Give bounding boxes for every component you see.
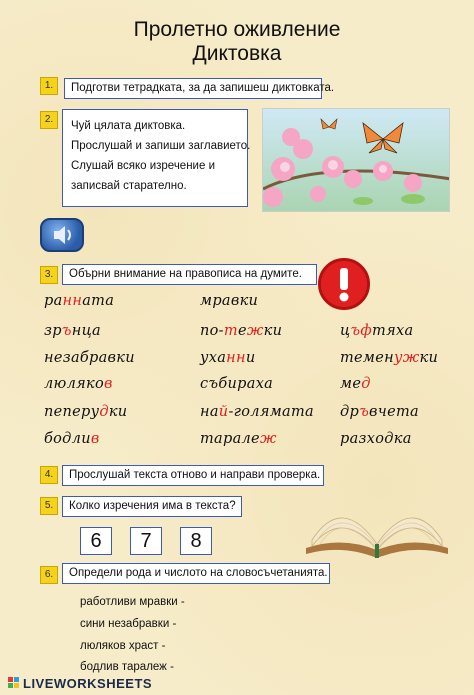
phrase-item: люляков храст - (80, 640, 166, 652)
highlighted-letters: ж (402, 350, 420, 366)
word-part: ме (340, 376, 362, 392)
spelling-word (44, 323, 101, 339)
phrase-item: бодлив таралеж - (80, 661, 174, 673)
word-part: ки (108, 404, 128, 420)
spelling-word (44, 404, 127, 420)
spelling-word (340, 350, 438, 366)
spelling-word (44, 350, 135, 366)
task-number-6: 6. (40, 566, 58, 584)
word-part: ра (44, 293, 63, 309)
word-part: пеперу (44, 404, 100, 420)
spelling-word (200, 431, 277, 447)
page-title: Пролетно оживление (133, 18, 341, 41)
word-part: ки (419, 350, 439, 366)
spelling-word (44, 376, 113, 392)
task-6-instruction: Определи рода и числото на словосъчетанията. (62, 563, 330, 584)
word-part: незабравки (44, 350, 135, 366)
highlighted-letters: ъ (61, 323, 72, 339)
liveworksheets-footer[interactable] (8, 676, 152, 691)
word-part: темен (340, 350, 394, 366)
task-3-instruction: Обърни внимание на правописа на думите. (62, 264, 317, 285)
word-part: зр (44, 323, 62, 339)
word-part: вчета (369, 404, 419, 420)
word-part: ц (340, 323, 351, 339)
word-part: тарале (200, 431, 260, 447)
task-5-instruction: Колко изречения има в текста? (62, 496, 242, 517)
word-part: нца (71, 323, 101, 339)
word-part: ата (82, 293, 115, 309)
word-part: бодли (44, 431, 91, 447)
task-number-5: 5. (40, 497, 58, 515)
highlighted-letters: в (104, 376, 113, 392)
highlighted-letters: нн (226, 350, 246, 366)
exclamation-icon (318, 258, 370, 310)
open-book-icon (302, 488, 452, 560)
speaker-icon (42, 220, 82, 250)
spelling-word (340, 323, 413, 339)
task-4-instruction: Прослушай текста отново и направи проверка. (62, 465, 324, 486)
word-part: тяха (372, 323, 414, 339)
word-part: ки (263, 323, 283, 339)
highlighted-letters: й (218, 404, 229, 420)
answer-option-6[interactable]: 6 (80, 527, 112, 555)
spelling-word (44, 431, 100, 447)
highlighted-letters: ф (360, 323, 373, 339)
task-2-line: записвай старателно. (71, 180, 187, 192)
highlighted-letters: в (90, 431, 100, 447)
word-part: мравки (200, 293, 259, 309)
task-2-line: Прослушай и запиши заглавието. (71, 140, 251, 152)
spelling-word (200, 323, 282, 339)
footer-brand: LIVEWORKSHEETS (23, 676, 153, 691)
word-part: люляко (44, 376, 105, 392)
spelling-word (340, 431, 412, 447)
word-part: и (245, 350, 256, 366)
word-part: уха (200, 350, 227, 366)
word-part: по- (200, 323, 224, 339)
spelling-word (200, 350, 255, 366)
task-number-3: 3. (40, 266, 58, 284)
word-part: събираха (200, 376, 274, 392)
speaker-button[interactable] (40, 218, 84, 252)
highlighted-letters: ъ (359, 404, 370, 420)
task-2-line: Слушай всяко изречение и (71, 160, 215, 172)
spelling-word (44, 293, 114, 309)
highlighted-letters: д (361, 376, 371, 392)
spelling-word (200, 404, 314, 420)
task-number-1: 1. (40, 77, 58, 95)
word-part: е (237, 323, 247, 339)
highlighted-letters: ъ (350, 323, 361, 339)
phrase-item: сини незабравки - (80, 618, 177, 630)
spelling-word (340, 376, 371, 392)
liveworksheets-logo (8, 677, 20, 689)
flowers-butterfly-image (262, 108, 450, 212)
highlighted-letters: ж (259, 431, 277, 447)
page-subtitle: Диктовка (192, 42, 282, 65)
word-part: др (340, 404, 360, 420)
highlighted-letters: д (99, 404, 109, 420)
word-part: на (200, 404, 219, 420)
task-2-line: Чуй цялата диктовка. (71, 120, 186, 132)
highlighted-letters: ж (246, 323, 264, 339)
spelling-word (200, 376, 273, 392)
task-number-4: 4. (40, 466, 58, 484)
highlighted-letters: т (223, 323, 238, 339)
task-number-2: 2. (40, 111, 58, 129)
task-1-instruction: Подготви тетрадката, за да запишеш диктовката. (64, 78, 322, 99)
word-part: -голямата (228, 404, 314, 420)
highlighted-letters: нн (62, 293, 83, 309)
answer-option-7[interactable]: 7 (130, 527, 162, 555)
highlighted-letters: у (394, 350, 403, 366)
word-part: разходка (340, 431, 412, 447)
spelling-word (340, 404, 419, 420)
answer-option-8[interactable]: 8 (180, 527, 212, 555)
spelling-word (200, 293, 258, 309)
task-2-instructions (62, 109, 251, 207)
phrase-item: работливи мравки - (80, 596, 185, 608)
